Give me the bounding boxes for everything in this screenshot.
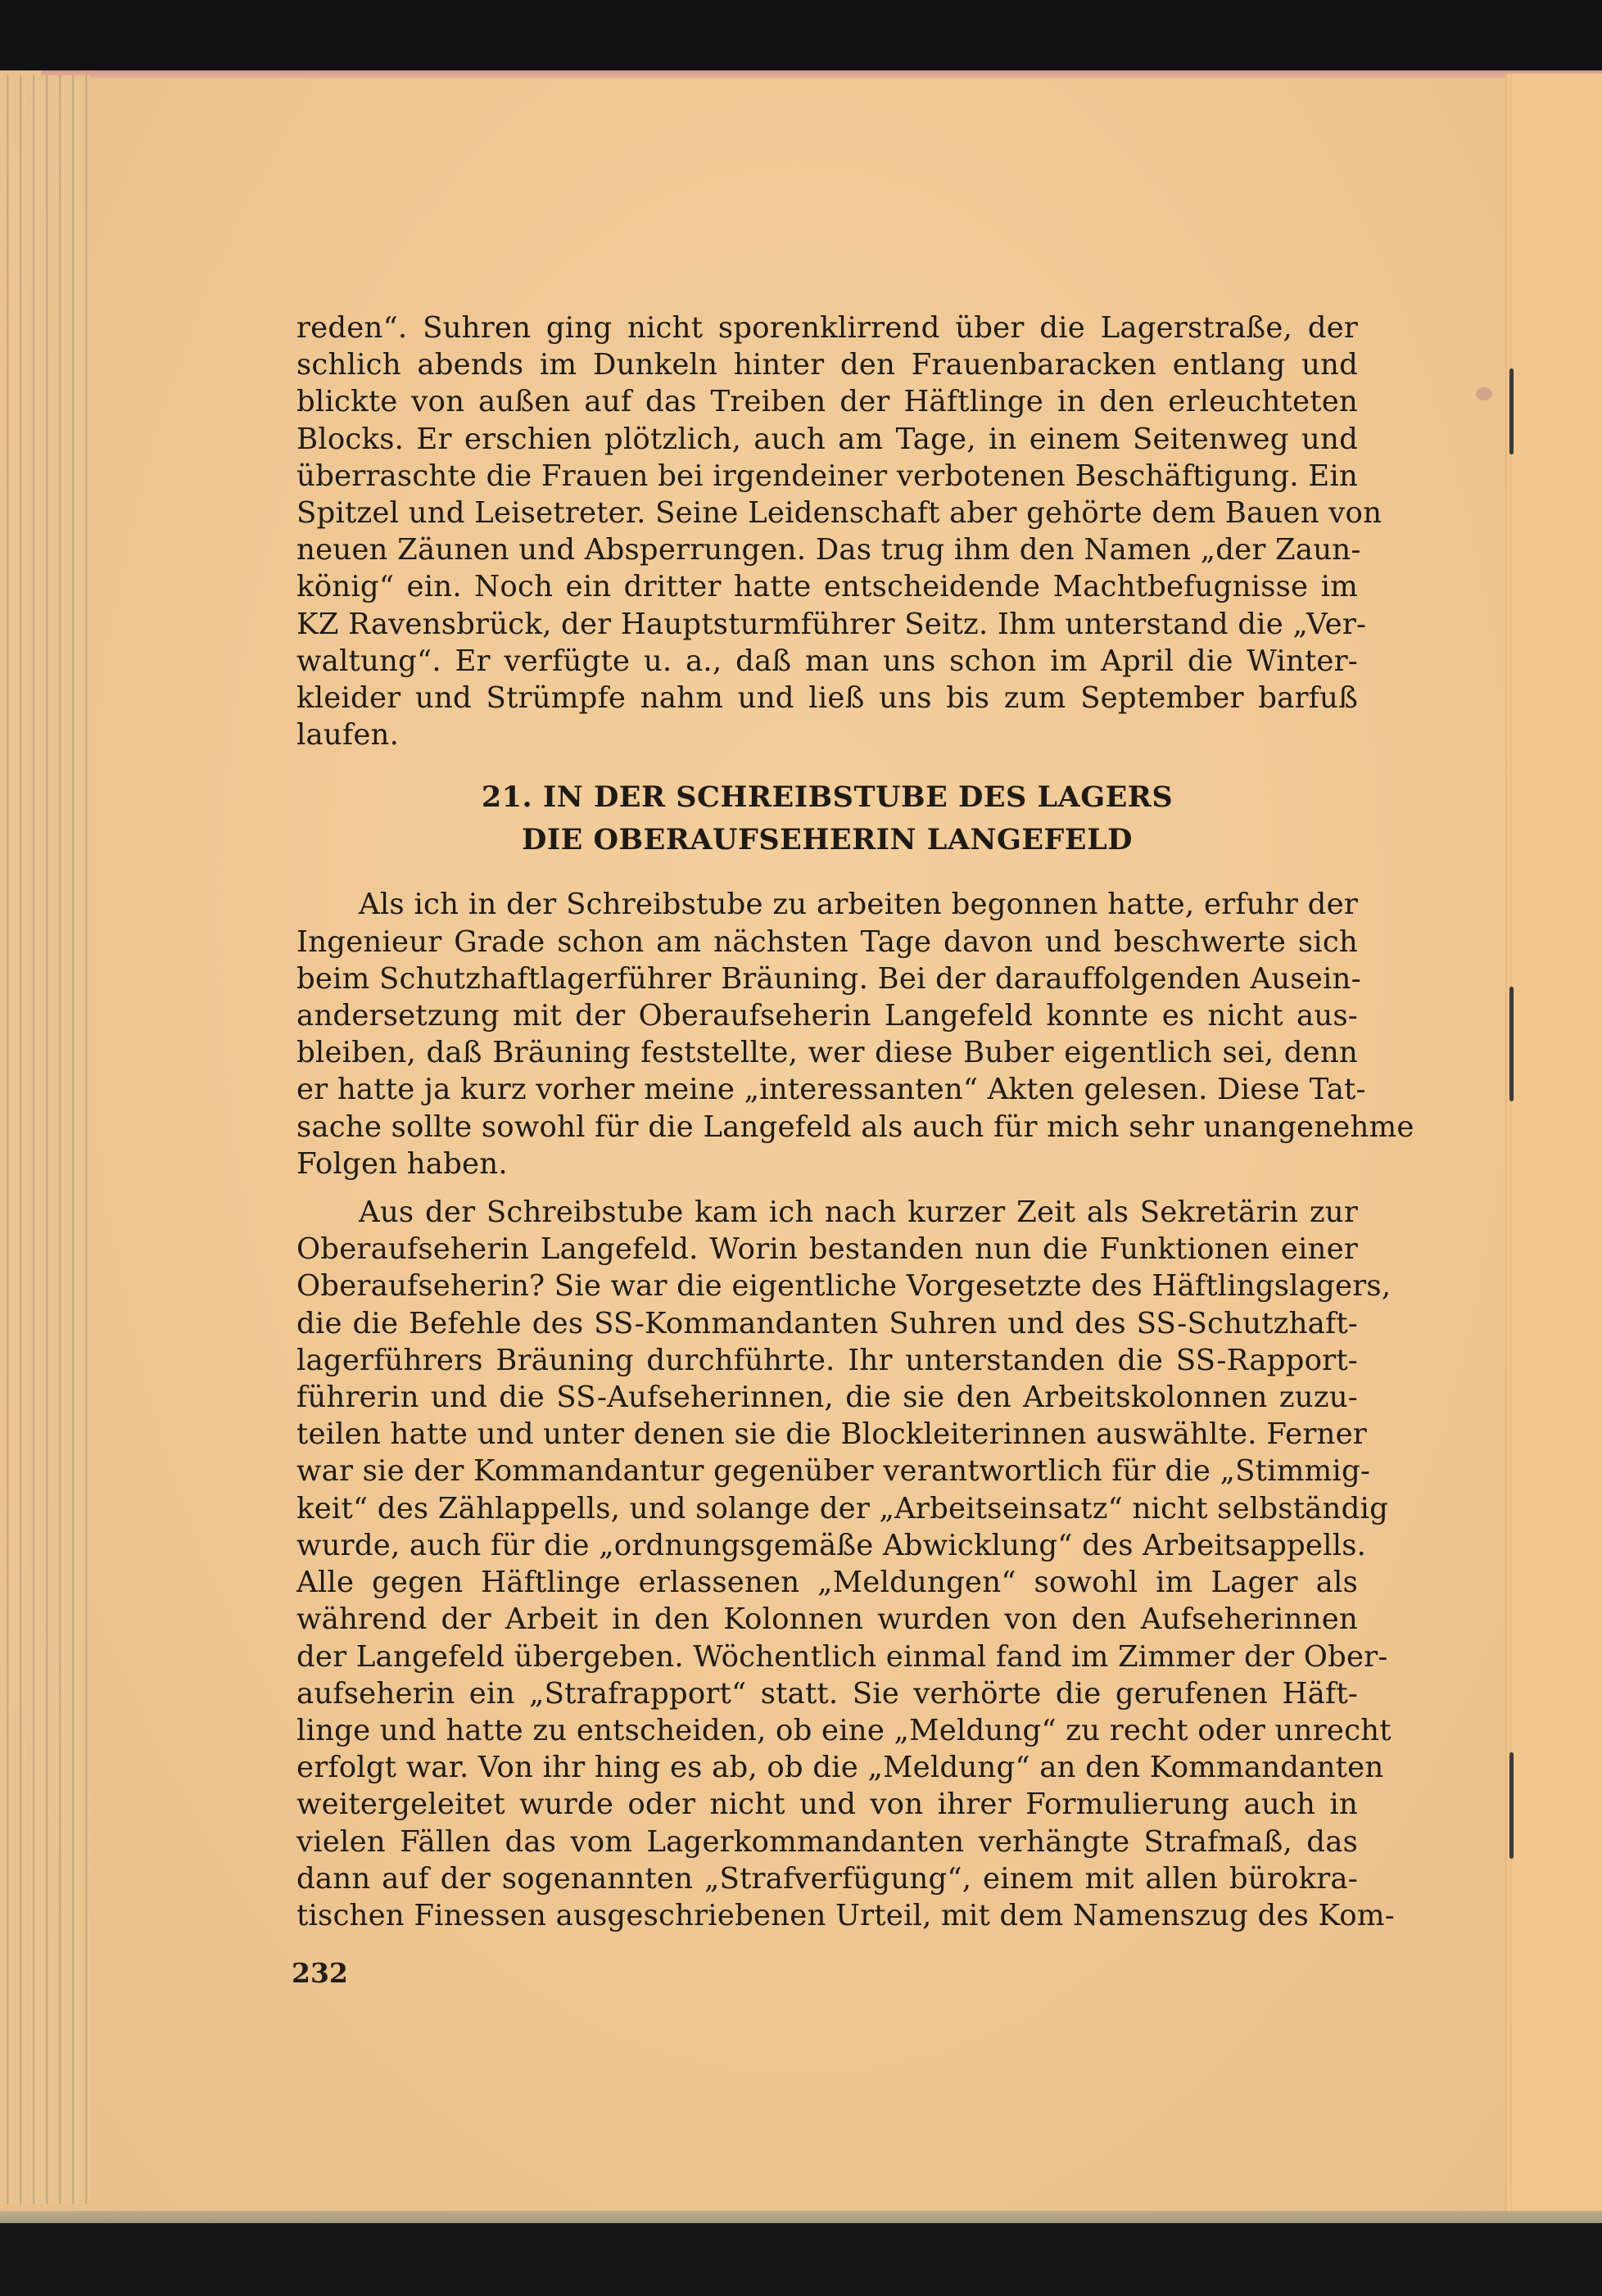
text-line: weitergeleitet wurde oder nicht und von ihrer Formulierung auch in: [296, 1788, 1358, 1822]
text-line: die die Befehle des SS-Kommandanten Suhren und des SS-Schutzhaft-: [296, 1306, 1358, 1340]
text-line: KZ Ravensbrück, der Hauptsturmführer Seitz. Ihm unterstand die „Ver-: [296, 607, 1367, 641]
body-text: [296, 310, 1414, 1934]
text-line: waltung“. Er verfügte u. a., daß man uns schon im April die Winter-: [296, 644, 1358, 678]
text-line: Als ich in der Schreibstube zu arbeiten begonnen hatte, erfuhr der: [359, 888, 1358, 922]
paragraph: [296, 886, 1414, 1182]
paragraph-spacer: [296, 1182, 1358, 1194]
chapter-heading: [296, 776, 1358, 861]
paragraph: [296, 1194, 1395, 1934]
text-line: andersetzung mit der Oberaufseherin Langefeld konnte es nicht aus-: [296, 999, 1358, 1033]
text-line: keit“ des Zählappells, und solange der „Arbeitseinsatz“ nicht selbständig: [296, 1491, 1389, 1525]
text-line: Alle gegen Häftlinge erlassenen „Meldungen“ sowohl im Lager als: [296, 1566, 1358, 1600]
text-line: Ingenieur Grade schon am nächsten Tage davon und beschwerte sich: [296, 924, 1358, 959]
text-line: führerin und die SS-Aufseherinnen, die sie den Arbeitskolonnen zuzu-: [296, 1381, 1358, 1415]
paper-stain: [1476, 387, 1492, 400]
text-line: lagerführers Bräuning durchführte. Ihr unterstanden die SS-Rapport-: [296, 1343, 1358, 1377]
text-line: Folgen haben.: [296, 1146, 508, 1181]
text-line: aufseherin ein „Strafrapport“ statt. Sie verhörte die gerufenen Häft-: [296, 1676, 1358, 1711]
facing-page-edge: [1512, 74, 1602, 2215]
text-line: dann auf der sogenannten „Strafverfügung“, einem mit allen bürokra-: [296, 1861, 1358, 1896]
spine-thread-mark: [1509, 987, 1514, 1101]
text-line: vielen Fällen das vom Lagerkommandanten verhängte Strafmaß, das: [296, 1824, 1358, 1859]
text-line: neuen Zäunen und Absperrungen. Das trug ihm den Namen „der Zaun-: [296, 533, 1361, 567]
text-line: war sie der Kommandantur gegenüber verantwortlich für die „Stimmig-: [296, 1454, 1371, 1489]
text-line: der Langefeld übergeben. Wöchentlich einmal fand im Zimmer der Ober-: [296, 1639, 1388, 1674]
text-line: sache sollte sowohl für die Langefeld als auch für mich sehr unangenehme: [296, 1110, 1414, 1144]
page-top-edge: [41, 70, 1602, 79]
text-line: Blocks. Er erschien plötzlich, auch am Tage, in einem Seitenweg und: [296, 422, 1358, 456]
text-line: reden“. Suhren ging nicht sporenklirrend über die Lagerstraße, der: [296, 311, 1358, 345]
text-line: erfolgt war. Von ihr hing es ab, ob die „Meldung“ an den Kommandanten: [296, 1751, 1384, 1785]
paragraph-continued: [296, 310, 1383, 753]
text-line: teilen hatte und unter denen sie die Blockleiterinnen auswählte. Ferner: [296, 1417, 1367, 1452]
text-line: überraschte die Frauen bei irgendeiner verbotenen Beschäftigung. Ein: [296, 459, 1358, 493]
text-line: er hatte ja kurz vorher meine „interessanten“ Akten gelesen. Diese Tat-: [296, 1073, 1366, 1107]
spine-thread-mark: [1509, 368, 1514, 454]
page-stack-edges: [0, 75, 90, 2204]
page-number: 232: [292, 1957, 348, 1989]
text-line: tischen Finessen ausgeschriebenen Urteil, mit dem Namenszug des Kom-: [296, 1898, 1395, 1932]
text-line: Spitzel und Leisetreter. Seine Leidenschaft aber gehörte dem Bauen von: [296, 496, 1383, 531]
text-line: bleiben, daß Bräuning feststellte, wer diese Buber eigentlich sei, denn: [296, 1036, 1358, 1070]
text-line: Oberaufseherin? Sie war die eigentliche Vorgesetzte des Häftlingslagers,: [296, 1269, 1392, 1304]
text-line: wurde, auch für die „ordnungsgemäße Abwicklung“ des Arbeitsappells.: [296, 1528, 1367, 1562]
text-line: während der Arbeit in den Kolonnen wurden von den Aufseherinnen: [296, 1602, 1358, 1637]
scan-background-top: [0, 0, 1602, 74]
text-line: schlich abends im Dunkeln hinter den Frauenbaracken entlang und: [296, 348, 1358, 382]
spine-thread-mark: [1509, 1752, 1514, 1859]
text-line: blickte von außen auf das Treiben der Häftlinge in den erleuchteten: [296, 385, 1358, 419]
chapter-title: 21. IN DER SCHREIBSTUBE DES LAGERS: [481, 780, 1174, 815]
text-line: Aus der Schreibstube kam ich nach kurzer Zeit als Sekretärin zur: [359, 1195, 1358, 1230]
text-line: Oberaufseherin Langefeld. Worin bestanden nun die Funktionen einer: [296, 1232, 1358, 1267]
text-line: kleider und Strümpfe nahm und ließ uns bis zum September barfuß: [296, 681, 1358, 716]
scan-background-bottom: [0, 2223, 1602, 2296]
text-line: beim Schutzhaftlagerführer Bräuning. Bei der darauffolgenden Ausein-: [296, 961, 1361, 996]
text-line: linge und hatte zu entscheiden, ob eine „Meldung“ zu recht oder unrecht: [296, 1713, 1392, 1747]
chapter-subtitle: DIE OBERAUFSEHERIN LANGEFELD: [521, 823, 1134, 857]
text-line: laufen.: [296, 718, 400, 753]
text-line: könig“ ein. Noch ein dritter hatte entscheidende Machtbefugnisse im: [296, 570, 1358, 604]
